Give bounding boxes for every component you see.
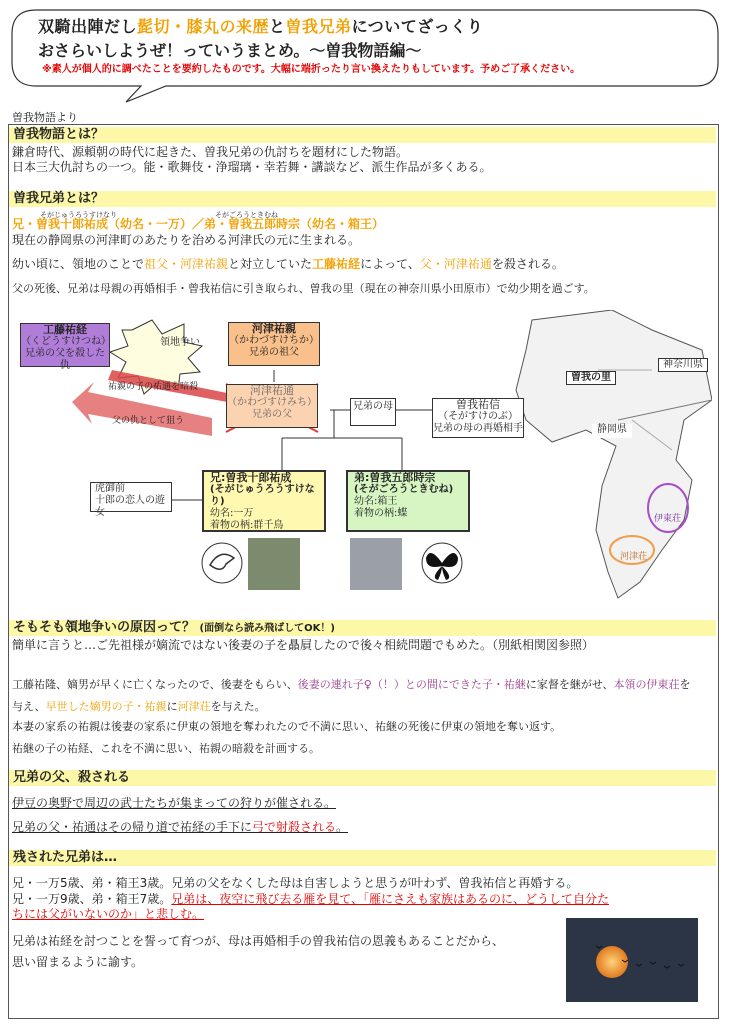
- sukemichi-box: 河津祐通 （かわづすけみち） 兄弟の父: [226, 384, 318, 428]
- sukenobu-box: 曽我祐信 （そがすけのぶ） 兄弟の母の再婚相手: [432, 398, 524, 438]
- section-title-monogatari: 曽我物語とは？: [9, 127, 716, 143]
- tora-box: 虎御前 十郎の恋人の遊女: [90, 482, 172, 512]
- s3-line2: 工藤祐隆、嫡男が早くに亡くなったので、後妻をもらい、後妻の連れ子♀（！）との間にできた子・祐継に家督を継がせ、本領の伊東荘を: [12, 678, 691, 691]
- s2-line4: 父の死後、兄弟は母親の再婚相手・曾我祐信に引き取られ、曽我の里（現在の神奈川県小田原市）で幼少期を過ごす。: [12, 282, 595, 295]
- s4-line1: 伊豆の奥野で周辺の武士たちが集まっての狩りが催される。: [12, 796, 337, 810]
- source-label: 曽我物語より: [12, 111, 78, 124]
- goro-box: 弟:曽我五郎時宗 (そがごろうときむね) 幼名:箱王 着物の柄:蝶: [346, 470, 470, 532]
- moon-geese-image: [566, 918, 698, 1002]
- map-label-kawazu: 河津荘: [620, 552, 648, 562]
- section-title-father-killed: 兄弟の父、殺される: [9, 770, 716, 786]
- arrow2-label: 父の仇として狙う: [112, 416, 185, 426]
- s5-line2: 兄・一万9歳、弟・箱王7歳。兄弟は、夜空に飛び去る雁を見て、「雁にさえも家族はあるのに、どうして自分た: [12, 892, 610, 906]
- s1-line1: 鎌倉時代、源頼朝の時代に起きた、曽我兄弟の仇討ちを題材にした物語。: [12, 145, 409, 159]
- relationship-diagram: [12, 310, 712, 610]
- s1-line2: 日本三大仇討ちの一つ。能・歌舞伎・浄瑠璃・幸若舞・講談など、派生作品が多くある。: [12, 160, 492, 174]
- section-title-cause: そもそも領地争いの原因って？ (面倒なら読み飛ばしてOK！): [9, 620, 716, 636]
- s5-line4: 兄弟は祐経を討つことを誓って育つが、母は再婚相手の曽我祐信の恩義もあることだから、: [12, 934, 505, 948]
- s2-line2: 現在の静岡県の河津町のあたりを治める河津氏の元に生まれる。: [12, 233, 361, 247]
- juro-illustration: [248, 538, 300, 590]
- izu-peninsula-map: [516, 310, 712, 598]
- header-note: ※素人が個人的に調べたことを要約したものです。大幅に端折ったり言い換えたりもしています。予めご了承ください。: [42, 64, 581, 75]
- map-area: [516, 310, 712, 598]
- s5-line3: ちには父がいないのか」と悲しむ。: [12, 907, 205, 921]
- sukechika-box: 河津祐親 （かわづすけちか） 兄弟の祖父: [228, 322, 320, 366]
- header-title-line2: おさらいしようぜ！っていうまとめ。～曽我物語編～: [38, 41, 422, 60]
- s2-line1: 兄・曽我十郎祐成（幼名・一万）／弟・曽我五郎時宗（幼名・箱王）: [12, 217, 385, 231]
- s3-line4: 本妻の家系の祐親は後妻の家系に伊東の領地を奪われたので不満に思い、祐継の死後に伊東の領地を奪い返す。: [12, 720, 562, 733]
- s3-line1: 簡単に言うと…ご先祖様が嫡流ではない後妻の子を贔屓したので後々相続問題でもめた。（別紙相関図参照）: [12, 638, 595, 652]
- s2-line3: 幼い頃に、領地のことで祖父・河津祐親と対立していた工藤祐経によって、父・河津祐通を殺される。: [12, 257, 564, 271]
- goro-illustration: [350, 538, 402, 590]
- header-title-line1: 双騎出陣だし髭切・膝丸の来歴と曽我兄弟についてざっくり: [38, 17, 484, 36]
- arrow1-label: 祐親の子の祐通を暗殺: [108, 382, 199, 392]
- mother-box: 兄弟の母: [350, 398, 396, 426]
- conflict-label: 領地争い: [160, 337, 200, 348]
- map-label-kanagawa: 神奈川県: [658, 358, 708, 372]
- s3-line3: 与え、早世した嫡男の子・祐親に河津荘を与えた。: [12, 700, 266, 713]
- plover-crest: [202, 543, 242, 583]
- moon: [596, 946, 628, 978]
- section-title-remaining: 残された兄弟は…: [9, 850, 716, 866]
- map-label-soga: 曽我の里: [566, 371, 616, 385]
- s5-line1: 兄・一万5歳、弟・箱王3歳。兄弟の父をなくした母は自害しようと思うが叶わず、曽我祐信と再婚する。: [12, 876, 579, 890]
- s5-line5: 思い留まるように諭す。: [12, 955, 144, 969]
- s2-ruby: そがじゅうろうすけなり そがごろうときむね: [40, 211, 278, 219]
- kudo-box: 工藤祐経 （くどうすけつね） 兄弟の父を殺した仇: [21, 323, 111, 371]
- map-label-shizuoka: 静岡県: [592, 424, 632, 438]
- section-title-brothers: 曽我兄弟とは？: [9, 191, 716, 207]
- s3-line5: 祐継の子の祐経、これを不満に思い、祐親の暗殺を計画する。: [12, 742, 320, 755]
- s4-line2: 兄弟の父・祐通はその帰り道で祐経の手下に弓で射殺される。: [12, 820, 349, 834]
- map-label-ito: 伊東荘: [654, 514, 682, 524]
- juro-box: 兄:曽我十郎祐成 (そがじゅうろうすけなり) 幼名:一万 着物の柄:群千鳥: [202, 470, 326, 532]
